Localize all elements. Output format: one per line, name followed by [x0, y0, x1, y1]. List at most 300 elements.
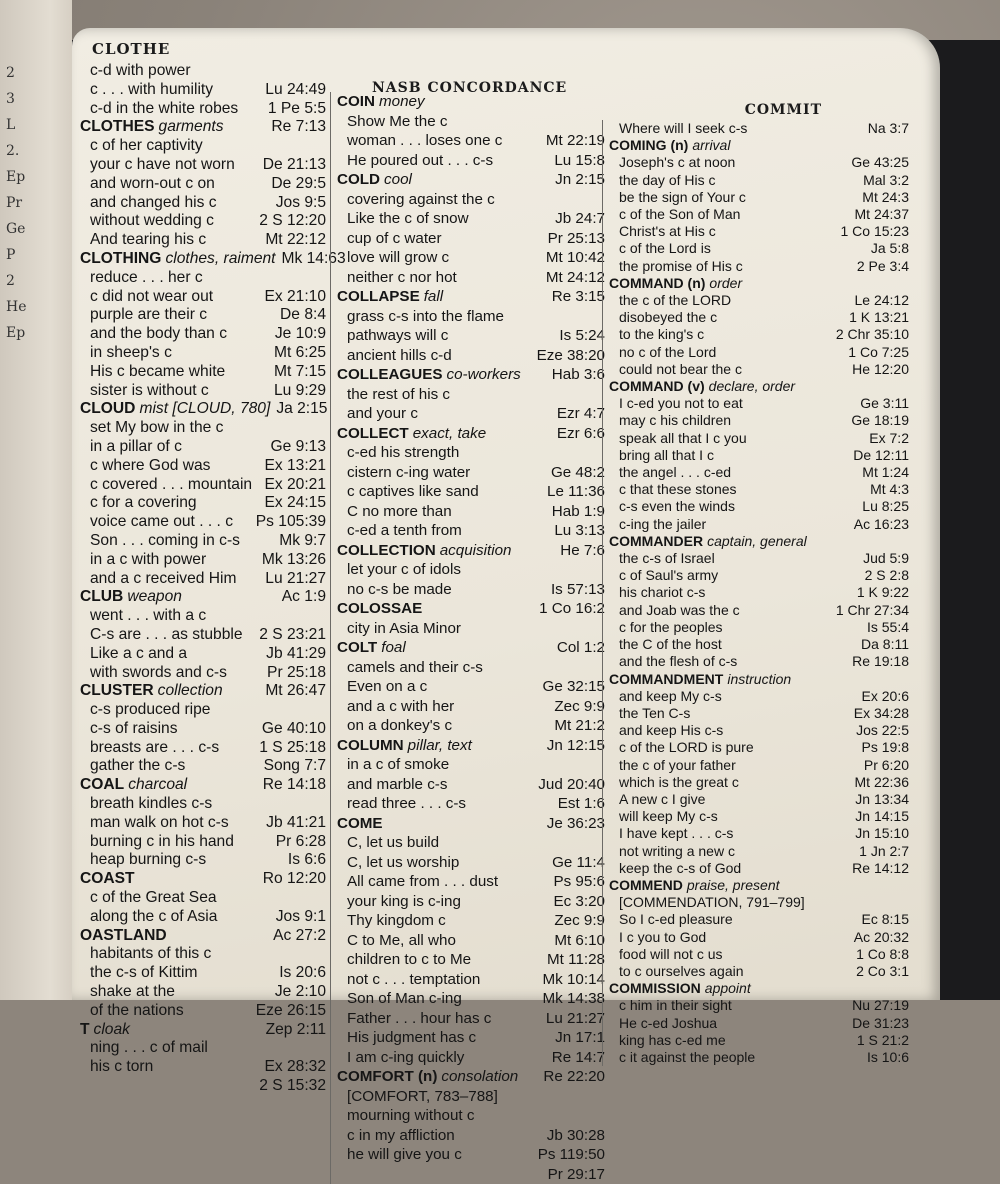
context-text: So I c-ed pleasure — [619, 911, 733, 928]
scripture-reference: Is 55:4 — [861, 619, 909, 636]
scripture-reference: Na 3:7 — [862, 120, 909, 137]
context-text: c it against the people — [619, 1049, 755, 1066]
reference-line — [609, 154, 909, 171]
context-text: His c became white — [90, 363, 225, 382]
facing-page-fragment: 2. — [6, 138, 66, 164]
scripture-reference: Ps 105:39 — [250, 513, 326, 532]
context-text: love will grow c — [347, 248, 449, 268]
context-text: c . . . with humility — [90, 81, 213, 100]
scripture-reference: Est 1:6 — [552, 794, 605, 814]
reference-line — [80, 908, 326, 927]
scripture-reference: 2 Chr 35:10 — [830, 326, 909, 343]
headword: COMMAND (n) — [609, 275, 705, 291]
scripture-reference: Lu 15:8 — [548, 151, 605, 171]
scripture-reference — [320, 795, 326, 814]
context-text: c of Saul's army — [619, 567, 718, 584]
reference-line — [80, 363, 326, 382]
scripture-reference: Mt 26:47 — [259, 682, 326, 701]
reference-line — [337, 580, 605, 600]
reference-line — [609, 963, 909, 980]
scripture-reference: Jb 24:7 — [549, 209, 605, 229]
facing-page-fragment: Ge — [6, 216, 66, 242]
context-text: went . . . with a c — [90, 607, 206, 626]
scripture-reference: 1 Co 7:25 — [842, 344, 909, 361]
reference-line — [609, 929, 909, 946]
headword: COAST — [80, 870, 135, 887]
headword-definition: order — [709, 275, 742, 291]
reference-line — [337, 1009, 605, 1029]
reference-line — [337, 950, 605, 970]
headword-definition: appoint — [705, 980, 751, 996]
facing-page-fragment: L — [6, 112, 66, 138]
reference-line — [609, 120, 909, 137]
scripture-reference: Ac 20:32 — [848, 929, 909, 946]
headword-text — [337, 814, 383, 834]
scripture-reference: Re 22:20 — [537, 1067, 605, 1087]
scripture-reference: Ge 48:2 — [545, 463, 605, 483]
headword-text — [80, 588, 182, 607]
scripture-reference: Mt 21:2 — [548, 716, 605, 736]
headword: COMMAND (v) — [609, 378, 705, 394]
headword-entry — [337, 541, 605, 561]
context-text: will keep My c-s — [619, 808, 718, 825]
context-text: I have kept . . . c-s — [619, 825, 733, 842]
headword-entry — [80, 588, 326, 607]
context-text: c-s produced ripe — [90, 701, 210, 720]
headword-entry — [80, 682, 326, 701]
context-text: and worn-out c on — [90, 175, 215, 194]
context-text: on a donkey's c — [347, 716, 452, 736]
scripture-reference: Zec 9:9 — [548, 911, 605, 931]
facing-page-edge — [0, 0, 72, 1000]
scripture-reference: Ro 12:20 — [257, 870, 326, 889]
scripture-reference: Re 14:12 — [846, 860, 909, 877]
scripture-reference: 1 Co 15:23 — [835, 223, 910, 240]
headword: COLUMN — [337, 737, 404, 754]
headword: OASTLAND — [80, 927, 167, 944]
scripture-reference: Mt 6:10 — [548, 931, 605, 951]
context-text: mourning without c — [347, 1106, 474, 1126]
scripture-reference: 1 S 25:18 — [253, 739, 326, 758]
context-text: c that these stones — [619, 481, 737, 498]
scripture-reference: Mt 6:25 — [268, 344, 326, 363]
context-text: children to c to Me — [347, 950, 471, 970]
context-text: Son of Man c-ing — [347, 989, 462, 1009]
scripture-reference: Pr 25:18 — [261, 664, 326, 683]
facing-page-fragment: P — [6, 242, 66, 268]
scripture-reference: Nu 27:19 — [846, 997, 909, 1014]
reference-line — [80, 795, 326, 814]
headword: CLOTHES — [80, 118, 155, 135]
headword-text — [337, 736, 472, 756]
context-text: be the sign of Your c — [619, 189, 746, 206]
context-text: in sheep's c — [90, 344, 172, 363]
context-text: c did not wear out — [90, 288, 213, 307]
scripture-reference: Mt 24:3 — [856, 189, 909, 206]
reference-line — [80, 344, 326, 363]
scripture-reference: Ex 21:10 — [258, 288, 326, 307]
scripture-reference: Ex 24:15 — [258, 494, 326, 513]
headword-definition: co-workers — [446, 366, 520, 383]
reference-line — [80, 1002, 326, 1021]
reference-line — [80, 231, 326, 250]
scripture-reference: Lu 8:25 — [856, 498, 909, 515]
reference-line — [337, 755, 605, 775]
reference-line — [80, 438, 326, 457]
scripture-reference — [903, 378, 909, 395]
reference-line — [609, 860, 909, 877]
reference-line — [337, 989, 605, 1009]
context-text: which is the great c — [619, 774, 739, 791]
scripture-reference: Hab 3:6 — [546, 365, 605, 385]
scripture-reference: Re 19:18 — [846, 653, 909, 670]
context-text: c for a covering — [90, 494, 197, 513]
context-text: c covered . . . mountain — [90, 476, 252, 495]
context-text: the Ten C-s — [619, 705, 690, 722]
scripture-reference: 2 S 23:21 — [253, 626, 326, 645]
headword-entry — [609, 877, 909, 894]
scripture-reference: Jn 14:15 — [849, 808, 909, 825]
scripture-reference: Lu 21:27 — [259, 570, 326, 589]
reference-line — [80, 513, 326, 532]
reference-line — [337, 794, 605, 814]
context-text: in a pillar of c — [90, 438, 182, 457]
reference-line — [337, 833, 605, 853]
headword-entry — [80, 1021, 326, 1040]
context-text: ning . . . c of mail — [90, 1039, 208, 1058]
scripture-reference: De 8:4 — [274, 306, 326, 325]
headword-definition: garments — [159, 118, 224, 135]
scripture-reference: Pr 6:28 — [270, 833, 326, 852]
scripture-reference — [320, 889, 326, 908]
reference-line — [80, 269, 326, 288]
headword-text — [337, 287, 443, 307]
reference-line — [337, 1126, 605, 1146]
context-text: Christ's at His c — [619, 223, 716, 240]
context-text: voice came out . . . c — [90, 513, 233, 532]
reference-line — [337, 677, 605, 697]
headword-entry — [609, 378, 909, 395]
context-text: may c his children — [619, 412, 731, 429]
context-text: set My bow in the c — [90, 419, 223, 438]
scripture-reference — [903, 671, 909, 688]
scripture-reference — [320, 607, 326, 626]
scripture-reference: 1 Co 8:8 — [850, 946, 909, 963]
headword-text — [609, 533, 807, 550]
scripture-reference: Jn 17:1 — [549, 1028, 605, 1048]
reference-line — [609, 326, 909, 343]
headword-text — [80, 927, 167, 946]
scripture-reference: Mt 11:28 — [541, 950, 605, 970]
reference-line — [337, 151, 605, 171]
context-text: c of her captivity — [90, 137, 203, 156]
headword-entry — [337, 424, 605, 444]
reference-line — [337, 619, 605, 639]
context-text: the angel . . . c-ed — [619, 464, 731, 481]
scripture-reference: Jn 15:10 — [849, 825, 909, 842]
reference-line — [337, 911, 605, 931]
concordance-page — [72, 28, 940, 1000]
scripture-reference: Jos 22:5 — [850, 722, 909, 739]
scripture-reference: Ac 1:9 — [276, 588, 326, 607]
reference-line — [609, 791, 909, 808]
headword: COLD — [337, 171, 380, 188]
scripture-reference: Jb 30:28 — [541, 1126, 605, 1146]
reference-line — [80, 419, 326, 438]
scripture-reference: 1 K 13:21 — [843, 309, 909, 326]
scripture-reference: Da 8:11 — [855, 636, 909, 653]
scripture-reference — [320, 701, 326, 720]
headword: COMMEND — [609, 877, 683, 893]
reference-line — [80, 62, 326, 81]
reference-line — [609, 739, 909, 756]
scripture-reference: Ge 3:11 — [854, 395, 909, 412]
reference-line — [337, 775, 605, 795]
scripture-reference: Jn 13:34 — [849, 791, 909, 808]
scripture-reference: Jos 9:5 — [270, 194, 326, 213]
scripture-reference — [599, 1106, 605, 1126]
context-text: and a c received Him — [90, 570, 236, 589]
scripture-reference: Col 1:2 — [551, 638, 605, 658]
reference-line — [80, 476, 326, 495]
reference-line — [337, 521, 605, 541]
headword-text — [80, 118, 224, 137]
context-text: of the nations — [90, 1002, 184, 1021]
context-text: covering against the c — [347, 190, 495, 210]
reference-line — [337, 931, 605, 951]
context-text: with swords and c-s — [90, 664, 227, 683]
reference-line — [80, 664, 326, 683]
reference-line — [609, 567, 909, 584]
context-text: the promise of His c — [619, 258, 743, 275]
context-text: c-ed his strength — [347, 443, 459, 463]
facing-page-text — [6, 60, 66, 480]
reference-line — [337, 463, 605, 483]
headword-text — [337, 1067, 518, 1087]
headword: COME — [337, 815, 383, 832]
column-3 — [602, 120, 909, 1066]
headword-entry — [337, 1067, 605, 1087]
context-text: shake at the — [90, 983, 175, 1002]
reference-line — [337, 307, 605, 327]
headword: COLLAPSE — [337, 288, 420, 305]
scripture-reference: Jud 20:40 — [532, 775, 605, 795]
reference-line — [80, 851, 326, 870]
context-text: and your c — [347, 404, 418, 424]
context-text: He c-ed Joshua — [619, 1015, 717, 1032]
reference-line — [609, 309, 909, 326]
reference-line — [609, 997, 909, 1014]
scripture-reference: Ge 32:15 — [537, 677, 606, 697]
reference-line — [609, 172, 909, 189]
context-text: your king is c-ing — [347, 892, 461, 912]
headword-definition: instruction — [727, 671, 791, 687]
scripture-reference: Pr 25:13 — [542, 229, 605, 249]
reference-line — [337, 346, 605, 366]
reference-line — [609, 688, 909, 705]
context-text: the c of your father — [619, 757, 736, 774]
context-text: speak all that I c you — [619, 430, 747, 447]
reference-line — [80, 100, 326, 119]
context-text: pathways will c — [347, 326, 448, 346]
context-text: Son . . . coming in c-s — [90, 532, 240, 551]
column-2 — [330, 92, 605, 1184]
reference-line — [337, 892, 605, 912]
reference-line — [609, 894, 909, 911]
scripture-reference: Ezr 4:7 — [551, 404, 605, 424]
reference-line — [337, 1165, 605, 1184]
context-text: man walk on hot c-s — [90, 814, 229, 833]
headword-text — [80, 870, 135, 889]
scripture-reference: Zep 2:11 — [260, 1021, 326, 1040]
facing-page-fragment: 3 — [6, 86, 66, 112]
context-text: c of the Son of Man — [619, 206, 740, 223]
reference-line — [609, 619, 909, 636]
scripture-reference: 1 K 9:22 — [851, 584, 909, 601]
headword-definition: collection — [158, 682, 223, 699]
headword-definition: mist [CLOUD, 780] — [139, 400, 270, 417]
headword: COIN — [337, 93, 375, 110]
headword-text — [80, 400, 270, 419]
reference-line — [80, 532, 326, 551]
scripture-reference: Mk 14:63 — [276, 250, 346, 269]
scripture-reference: Mt 22:36 — [849, 774, 909, 791]
headword-text — [609, 877, 780, 894]
scripture-reference: Is 10:6 — [861, 1049, 909, 1066]
headword-definition: foal — [381, 639, 406, 656]
context-text: c-ing the jailer — [619, 516, 706, 533]
headword-entry — [337, 599, 605, 619]
scripture-reference: Eze 38:20 — [531, 346, 605, 366]
scripture-reference: Re 3:15 — [546, 287, 605, 307]
headword-text — [609, 275, 742, 292]
context-text: cup of c water — [347, 229, 442, 249]
context-text: the day of His c — [619, 172, 716, 189]
context-text: woman . . . loses one c — [347, 131, 502, 151]
context-text: All came from . . . dust — [347, 872, 498, 892]
reference-line — [80, 607, 326, 626]
reference-line — [337, 112, 605, 132]
context-text: c-s even the winds — [619, 498, 735, 515]
headword-definition: declare, order — [709, 378, 795, 394]
scripture-reference: Je 36:23 — [541, 814, 605, 834]
context-text: his chariot c-s — [619, 584, 705, 601]
context-text: c of the Great Sea — [90, 889, 217, 908]
headword-definition: fall — [424, 288, 443, 305]
facing-page-fragment: Pr — [6, 190, 66, 216]
reference-line — [609, 206, 909, 223]
headword-entry — [609, 137, 909, 154]
headword-text — [337, 170, 412, 190]
scripture-reference: Song 7:7 — [258, 757, 326, 776]
headword-entry — [337, 170, 605, 190]
reference-line — [337, 248, 605, 268]
context-text: c where God was — [90, 457, 210, 476]
headword-definition: exact, take — [413, 425, 486, 442]
context-text: he will give you c — [347, 1145, 462, 1165]
reference-line — [337, 385, 605, 405]
guide-word-left: CLOTHE — [92, 40, 170, 58]
reference-line — [80, 1039, 326, 1058]
headword-entry — [609, 671, 909, 688]
reference-line — [80, 551, 326, 570]
context-text: C to Me, all who — [347, 931, 456, 951]
headword-entry — [609, 533, 909, 550]
scripture-reference: Pr 6:20 — [858, 757, 909, 774]
reference-line — [80, 288, 326, 307]
scripture-reference: Ec 3:20 — [547, 892, 605, 912]
reference-line — [337, 268, 605, 288]
headword-entry — [337, 736, 605, 756]
facing-page-fragment: Ep — [6, 320, 66, 346]
context-text: A new c I give — [619, 791, 705, 808]
headword-entry — [80, 250, 326, 269]
reference-line — [80, 645, 326, 664]
scripture-reference: Zec 9:9 — [548, 697, 605, 717]
reference-line — [609, 636, 909, 653]
scripture-reference — [903, 894, 909, 911]
scripture-reference — [903, 980, 909, 997]
reference-line — [80, 175, 326, 194]
scripture-reference: Is 5:24 — [553, 326, 605, 346]
reference-line — [337, 502, 605, 522]
scripture-reference: Mal 3:2 — [857, 172, 909, 189]
context-text: Thy kingdom c — [347, 911, 446, 931]
context-text: c-d with power — [90, 62, 191, 81]
reference-line — [80, 964, 326, 983]
scripture-reference: Re 14:7 — [546, 1048, 605, 1068]
headword: COLLECTION — [337, 542, 436, 559]
scripture-reference: Mk 13:26 — [256, 551, 326, 570]
context-text: grass c-s into the flame — [347, 307, 504, 327]
scripture-reference: Mk 9:7 — [273, 532, 326, 551]
reference-line — [609, 1015, 909, 1032]
scripture-reference — [320, 137, 326, 156]
reference-line — [609, 550, 909, 567]
scripture-reference — [903, 137, 909, 154]
scripture-reference — [320, 1039, 326, 1058]
headword: COMMANDMENT — [609, 671, 723, 687]
scripture-reference: Ja 2:15 — [270, 400, 327, 419]
headword-entry — [609, 275, 909, 292]
context-text: breasts are . . . c-s — [90, 739, 219, 758]
headword-definition: consolation — [441, 1068, 518, 1085]
headword-definition: arrival — [692, 137, 730, 153]
facing-page-fragment: He — [6, 294, 66, 320]
context-text: purple are their c — [90, 306, 207, 325]
reference-line — [609, 1032, 909, 1049]
context-text: keep the c-s of God — [619, 860, 741, 877]
context-text: cistern c-ing water — [347, 463, 470, 483]
scripture-reference — [320, 419, 326, 438]
reference-line — [609, 774, 909, 791]
headword-entry — [337, 814, 605, 834]
scripture-reference: 2 Co 3:1 — [850, 963, 909, 980]
scripture-reference: Lu 21:27 — [540, 1009, 605, 1029]
reference-line — [80, 945, 326, 964]
reference-line — [337, 1087, 605, 1107]
reference-line — [609, 361, 909, 378]
context-text: the c-s of Kittim — [90, 964, 197, 983]
scripture-reference: Ja 5:8 — [865, 240, 909, 257]
headword: CLUB — [80, 588, 123, 605]
scripture-reference: Ge 43:25 — [845, 154, 909, 171]
scripture-reference: Mt 22:12 — [259, 231, 326, 250]
reference-line — [80, 626, 326, 645]
headword-definition: pillar, text — [408, 737, 472, 754]
reference-line — [337, 1048, 605, 1068]
context-text: the c of the LORD — [619, 292, 731, 309]
